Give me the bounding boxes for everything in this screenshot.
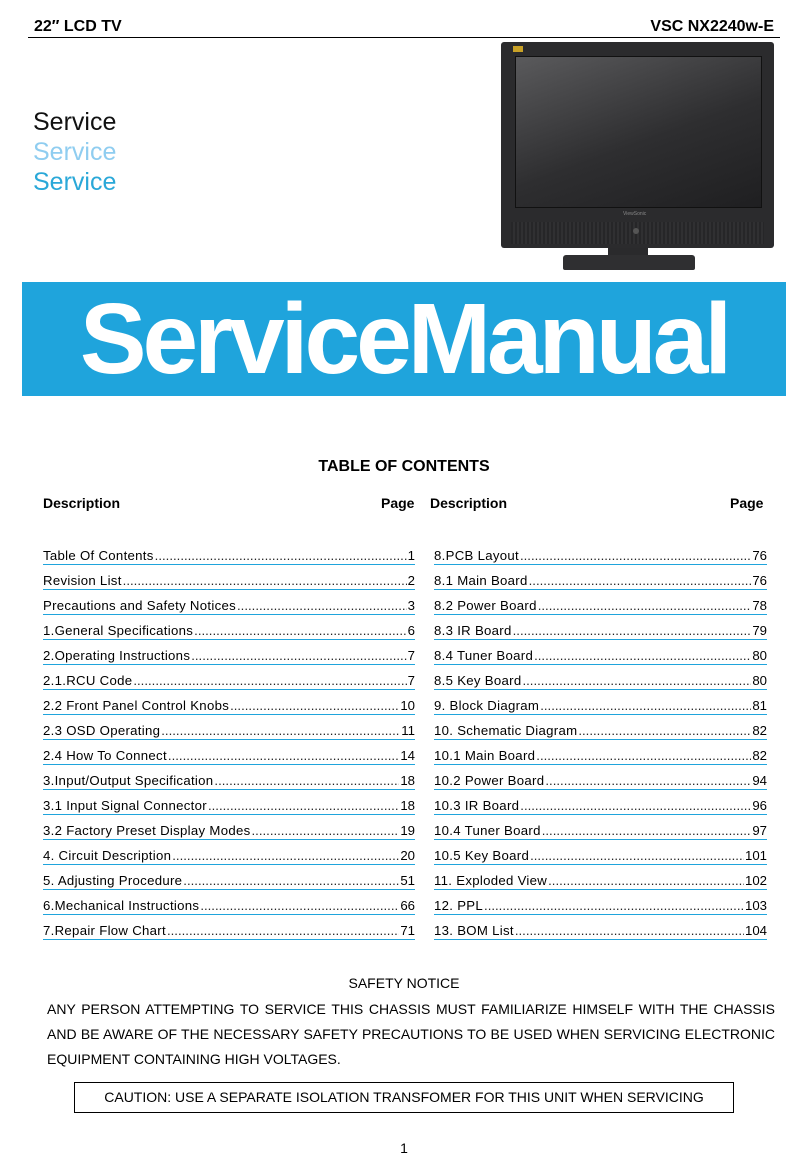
toc-entry-label: 10. Schematic Diagram bbox=[434, 723, 578, 738]
toc-entry-leader-dots bbox=[230, 698, 399, 713]
toc-right-column bbox=[434, 540, 767, 940]
toc-entry-page: 14 bbox=[400, 748, 415, 763]
service-word-light-blue: Service bbox=[33, 138, 117, 166]
header-rule bbox=[28, 37, 780, 38]
toc-left-description-header: Description bbox=[43, 495, 121, 511]
toc-entry-page: 94 bbox=[752, 773, 767, 788]
toc-entry-page: 82 bbox=[752, 723, 767, 738]
toc-entry-page: 96 bbox=[752, 798, 767, 813]
toc-entry-label: 8.5 Key Board bbox=[434, 673, 522, 688]
toc-entry-leader-dots bbox=[536, 748, 751, 763]
toc-entry-page: 80 bbox=[752, 648, 767, 663]
service-manual-banner bbox=[22, 282, 786, 396]
toc-entry-label: 8.3 IR Board bbox=[434, 623, 512, 638]
toc-entry-leader-dots bbox=[194, 623, 407, 638]
toc-entry[interactable] bbox=[43, 690, 415, 715]
toc-entry-label: 2.1.RCU Code bbox=[43, 673, 133, 688]
toc-entry-page: 19 bbox=[400, 823, 415, 838]
safety-notice-text: ANY PERSON ATTEMPTING TO SERVICE THIS CHASSIS MUST FAMILIARIZE HIMSELF WITH THE CHASSIS AND BE AWARE OF THE NECESSARY SAFETY PRECAUTIONS TO BE USED WHEN SERVICING ELECTRONIC EQUIPMENT CONTAINING HIGH VOLTAGES. bbox=[47, 1001, 775, 1067]
toc-entry-leader-dots bbox=[155, 548, 407, 563]
toc-entry-page: 6 bbox=[407, 623, 415, 638]
toc-entry[interactable] bbox=[434, 815, 767, 840]
toc-right-page-header: Page bbox=[730, 495, 764, 511]
toc-entry[interactable] bbox=[434, 665, 767, 690]
toc-entry-page: 104 bbox=[744, 923, 767, 938]
toc-entry-label: 10.1 Main Board bbox=[434, 748, 536, 763]
toc-entry[interactable] bbox=[434, 615, 767, 640]
toc-entry-page: 11 bbox=[401, 723, 415, 738]
toc-entry-label: 8.1 Main Board bbox=[434, 573, 528, 588]
toc-entry-label: 3.1 Input Signal Connector bbox=[43, 798, 207, 813]
toc-entry-page: 76 bbox=[752, 573, 767, 588]
toc-entry-leader-dots bbox=[513, 623, 752, 638]
toc-entry[interactable] bbox=[43, 815, 415, 840]
toc-entry-page: 51 bbox=[400, 873, 415, 888]
toc-entry[interactable] bbox=[43, 565, 415, 590]
toc-entry-leader-dots bbox=[484, 898, 744, 913]
tv-brand-label: ViewSonic bbox=[623, 211, 647, 217]
toc-entry-page: 78 bbox=[752, 598, 767, 613]
toc-entry-leader-dots bbox=[542, 823, 752, 838]
toc-entry-page: 20 bbox=[400, 848, 415, 863]
toc-entry[interactable] bbox=[434, 715, 767, 740]
toc-entry-label: 12. PPL bbox=[434, 898, 484, 913]
toc-entry-label: 9. Block Diagram bbox=[434, 698, 540, 713]
toc-entry[interactable] bbox=[434, 540, 767, 565]
toc-entry-leader-dots bbox=[237, 598, 407, 613]
toc-entry[interactable] bbox=[43, 640, 415, 665]
toc-entry-page: 82 bbox=[752, 748, 767, 763]
toc-entry[interactable] bbox=[43, 765, 415, 790]
toc-entry-page: 7 bbox=[407, 648, 415, 663]
toc-entry-leader-dots bbox=[522, 673, 751, 688]
toc-entry[interactable] bbox=[434, 590, 767, 615]
toc-left-column bbox=[43, 540, 415, 940]
tv-screen bbox=[515, 56, 762, 208]
toc-entry-page: 3 bbox=[407, 598, 415, 613]
toc-entry-label: Precautions and Safety Notices bbox=[43, 598, 236, 613]
toc-entry-leader-dots bbox=[161, 723, 400, 738]
toc-entry-label: 13. BOM List bbox=[434, 923, 514, 938]
toc-entry[interactable] bbox=[43, 615, 415, 640]
toc-entry-page: 102 bbox=[744, 873, 767, 888]
toc-entry-leader-dots bbox=[214, 773, 399, 788]
toc-entry-label: 8.PCB Layout bbox=[434, 548, 519, 563]
toc-entry[interactable] bbox=[43, 865, 415, 890]
toc-entry-page: 18 bbox=[400, 773, 415, 788]
toc-entry-label: Revision List bbox=[43, 573, 122, 588]
toc-entry-leader-dots bbox=[168, 748, 399, 763]
toc-entry-leader-dots bbox=[172, 848, 399, 863]
toc-entry[interactable] bbox=[43, 790, 415, 815]
banner-title: ServiceManual bbox=[79, 283, 729, 395]
toc-entry-label: 10.2 Power Board bbox=[434, 773, 545, 788]
toc-entry[interactable] bbox=[43, 590, 415, 615]
toc-entry[interactable] bbox=[434, 765, 767, 790]
toc-entry-leader-dots bbox=[515, 923, 744, 938]
toc-entry[interactable] bbox=[43, 915, 415, 940]
toc-entry[interactable] bbox=[43, 890, 415, 915]
caution-box: CAUTION: USE A SEPARATE ISOLATION TRANSFOMER FOR THIS UNIT WHEN SERVICING bbox=[74, 1082, 734, 1113]
toc-entry-page: 1 bbox=[407, 548, 415, 563]
toc-entry-label: 8.4 Tuner Board bbox=[434, 648, 534, 663]
tv-illustration bbox=[501, 42, 774, 248]
toc-entry-label: 2.Operating Instructions bbox=[43, 648, 191, 663]
toc-entry-leader-dots bbox=[123, 573, 407, 588]
tv-logo-icon bbox=[513, 46, 523, 52]
header-model-right: VSC NX2240w-E bbox=[650, 18, 774, 35]
toc-entry-label: 7.Repair Flow Chart bbox=[43, 923, 166, 938]
toc-entry[interactable] bbox=[434, 690, 767, 715]
toc-entry-page: 71 bbox=[400, 923, 415, 938]
toc-entry[interactable] bbox=[43, 715, 415, 740]
toc-entry-page: 97 bbox=[752, 823, 767, 838]
toc-right-description-header: Description bbox=[430, 495, 508, 511]
toc-entry[interactable] bbox=[43, 665, 415, 690]
toc-entry-label: 3.Input/Output Specification bbox=[43, 773, 214, 788]
toc-entry-leader-dots bbox=[252, 823, 400, 838]
page-number: 1 bbox=[400, 1140, 408, 1156]
toc-entry[interactable] bbox=[434, 565, 767, 590]
toc-entry-page: 81 bbox=[752, 698, 767, 713]
toc-entry-label: 2.4 How To Connect bbox=[43, 748, 167, 763]
service-word-blue: Service bbox=[33, 168, 117, 196]
toc-entry-label: 10.4 Tuner Board bbox=[434, 823, 541, 838]
toc-entry-leader-dots bbox=[529, 573, 752, 588]
toc-entry-page: 7 bbox=[407, 673, 415, 688]
toc-entry-leader-dots bbox=[520, 548, 751, 563]
toc-entry-leader-dots bbox=[540, 698, 751, 713]
toc-entry-leader-dots bbox=[545, 773, 751, 788]
toc-entry[interactable] bbox=[434, 865, 767, 890]
toc-entry-label: Table Of Contents bbox=[43, 548, 154, 563]
toc-entry[interactable] bbox=[434, 840, 767, 865]
toc-entry-leader-dots bbox=[183, 873, 399, 888]
toc-entry-page: 76 bbox=[752, 548, 767, 563]
header-title-left: 22″ LCD TV bbox=[34, 18, 122, 35]
toc-entry[interactable] bbox=[43, 740, 415, 765]
toc-entry-leader-dots bbox=[578, 723, 751, 738]
toc-entry-label: 11. Exploded View bbox=[434, 873, 548, 888]
toc-entry-leader-dots bbox=[191, 648, 406, 663]
toc-entry-label: 1.General Specifications bbox=[43, 623, 194, 638]
toc-entry-label: 10.3 IR Board bbox=[434, 798, 520, 813]
toc-entry-leader-dots bbox=[167, 923, 399, 938]
toc-entry-page: 80 bbox=[752, 673, 767, 688]
service-word-black: Service bbox=[33, 108, 117, 136]
tv-stand-base bbox=[563, 255, 695, 270]
toc-entry-page: 79 bbox=[752, 623, 767, 638]
toc-entry-leader-dots bbox=[530, 848, 744, 863]
toc-entry[interactable] bbox=[43, 840, 415, 865]
toc-entry-label: 2.3 OSD Operating bbox=[43, 723, 161, 738]
toc-entry-label: 8.2 Power Board bbox=[434, 598, 537, 613]
toc-entry-leader-dots bbox=[208, 798, 399, 813]
toc-entry-page: 2 bbox=[407, 573, 415, 588]
toc-entry-page: 18 bbox=[400, 798, 415, 813]
toc-entry-label: 2.2 Front Panel Control Knobs bbox=[43, 698, 230, 713]
toc-entry-label: 3.2 Factory Preset Display Modes bbox=[43, 823, 251, 838]
safety-notice-title: SAFETY NOTICE bbox=[348, 975, 460, 991]
toc-entry[interactable] bbox=[434, 890, 767, 915]
toc-entry-page: 101 bbox=[744, 848, 767, 863]
toc-entry-page: 10 bbox=[400, 698, 415, 713]
toc-entry-page: 103 bbox=[744, 898, 767, 913]
toc-entry-label: 10.5 Key Board bbox=[434, 848, 530, 863]
toc-entry[interactable] bbox=[434, 640, 767, 665]
toc-entry[interactable] bbox=[434, 915, 767, 940]
toc-entry-label: 4. Circuit Description bbox=[43, 848, 172, 863]
toc-entry-leader-dots bbox=[520, 798, 751, 813]
toc-entry[interactable] bbox=[434, 740, 767, 765]
toc-entry-leader-dots bbox=[538, 598, 752, 613]
toc-entry[interactable] bbox=[43, 540, 415, 565]
toc-entry-leader-dots bbox=[133, 673, 406, 688]
toc-entry-leader-dots bbox=[548, 873, 744, 888]
toc-entry-label: 6.Mechanical Instructions bbox=[43, 898, 200, 913]
tv-power-button-icon bbox=[633, 228, 639, 234]
toc-entry-leader-dots bbox=[534, 648, 751, 663]
toc-entry-leader-dots bbox=[200, 898, 399, 913]
toc-title: TABLE OF CONTENTS bbox=[318, 458, 490, 475]
toc-left-page-header: Page bbox=[381, 495, 415, 511]
toc-entry[interactable] bbox=[434, 790, 767, 815]
toc-entry-page: 66 bbox=[400, 898, 415, 913]
toc-entry-label: 5. Adjusting Procedure bbox=[43, 873, 183, 888]
